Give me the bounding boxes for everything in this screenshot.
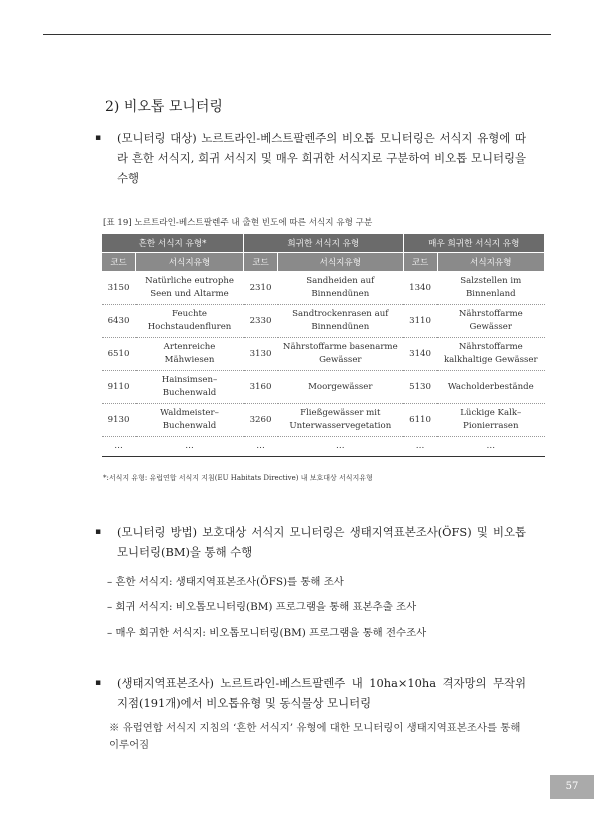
dash-item: – 희귀 서식지: 비오톱모니터링(BM) 프로그램을 통해 표본추출 조사 bbox=[107, 601, 417, 613]
table-cell: Fließgewässer mit Unterwasservegetation bbox=[278, 404, 404, 437]
paragraph-text: (생태지역표본조사) 노르트라인-베스트팔렌주 내 10ha×10ha 격자망의 무작위 지점(191개)에서 비오톱유형 및 동식물상 모니터링 bbox=[117, 676, 526, 710]
table-cell: 6110 bbox=[403, 404, 437, 437]
paragraph-monitoring-method bbox=[95, 522, 526, 562]
column-header-code: 코드 bbox=[102, 253, 136, 272]
table-row bbox=[102, 338, 545, 371]
table-footnote: *:서식지 유형: 유럽연합 서식지 지침(EU Habitats Directive) 내 보호대상 서식지유형 bbox=[103, 474, 373, 482]
column-header-type: 서식지유형 bbox=[136, 253, 244, 272]
bullet-icon: ▪ bbox=[95, 527, 102, 537]
table-cell: Sandtrockenrasen auf Binnendünen bbox=[278, 305, 404, 338]
group-header: 흔한 서식지 유형* bbox=[102, 234, 244, 253]
table-cell: Nährstoffarme Gewässer bbox=[437, 305, 544, 338]
table-row bbox=[102, 371, 545, 404]
table-row bbox=[102, 437, 545, 457]
group-header: 매우 희귀한 서식지 유형 bbox=[403, 234, 544, 253]
table-cell: … bbox=[244, 437, 278, 457]
table-cell: Nährstoffarme basenarme Gewässer bbox=[278, 338, 404, 371]
table-cell: 3130 bbox=[244, 338, 278, 371]
section-title: 2) 비오톱 모니터링 bbox=[105, 99, 223, 115]
table-cell: 9110 bbox=[102, 371, 136, 404]
dash-item: – 흔한 서식지: 생태지역표본조사(ÖFS)를 통해 조사 bbox=[107, 576, 344, 588]
table-cell: Natürliche eutrophe Seen und Altarme bbox=[136, 272, 244, 305]
paragraph-monitoring-target bbox=[95, 128, 526, 188]
page-number: 57 bbox=[550, 775, 594, 799]
table-cell: Sandheiden auf Binnendünen bbox=[278, 272, 404, 305]
bullet-icon: ▪ bbox=[95, 678, 102, 688]
table-row bbox=[102, 305, 545, 338]
table-cell: 3110 bbox=[403, 305, 437, 338]
header-rule bbox=[43, 34, 551, 35]
table-cell: Feuchte Hochstaudenfluren bbox=[136, 305, 244, 338]
column-header-type: 서식지유형 bbox=[278, 253, 404, 272]
paragraph-text: (모니터링 방법) 보호대상 서식지 모니터링은 생태지역표본조사(ÖFS) 및 비오톱모니터링(BM)을 통해 수행 bbox=[117, 525, 526, 559]
column-header-code: 코드 bbox=[244, 253, 278, 272]
table-cell: Salzstellen im Binnenland bbox=[437, 272, 544, 305]
table-cell: Moorgewässer bbox=[278, 371, 404, 404]
paragraph-text: (모니터링 대상) 노르트라인-베스트팔렌주의 비오톱 모니터링은 서식지 유형에 따라 흔한 서식지, 희귀 서식지 및 매우 희귀한 서식지로 구분하여 비오톱 모니터링을 수행 bbox=[117, 131, 526, 185]
table-row bbox=[102, 272, 545, 305]
note-text: ※ 유럽연합 서식지 지침의 ‘흔한 서식지’ 유형에 대한 모니터링이 생태지역표본조사를 통해 이루어짐 bbox=[109, 722, 521, 751]
table-cell: … bbox=[437, 437, 544, 457]
table-cell: Waldmeister–Buchenwald bbox=[136, 404, 244, 437]
dash-item: – 매우 희귀한 서식지: 비오톱모니터링(BM) 프로그램을 통해 전수조사 bbox=[107, 627, 427, 639]
column-header-code: 코드 bbox=[403, 253, 437, 272]
table-row bbox=[102, 404, 545, 437]
table-cell: … bbox=[102, 437, 136, 457]
table-cell: Lückige Kalk–Pionierrasen bbox=[437, 404, 544, 437]
table-cell: Artenreiche Mähwiesen bbox=[136, 338, 244, 371]
table-cell: Nährstoffarme kalkhaltige Gewässer bbox=[437, 338, 544, 371]
table-cell: 2310 bbox=[244, 272, 278, 305]
table-cell: … bbox=[403, 437, 437, 457]
table-cell: 3140 bbox=[403, 338, 437, 371]
table-cell: 3160 bbox=[244, 371, 278, 404]
table-cell: Wacholderbestände bbox=[437, 371, 544, 404]
table-cell: 3150 bbox=[102, 272, 136, 305]
table-cell: 2330 bbox=[244, 305, 278, 338]
bullet-icon: ▪ bbox=[95, 133, 102, 143]
table-caption: [표 19] 노르트라인-베스트팔렌주 내 출현 빈도에 따른 서식지 유형 구분 bbox=[103, 218, 373, 228]
table-cell: 6430 bbox=[102, 305, 136, 338]
habitat-table bbox=[101, 233, 545, 457]
table-cell: 9130 bbox=[102, 404, 136, 437]
table-cell: 5130 bbox=[403, 371, 437, 404]
table-cell: … bbox=[136, 437, 244, 457]
table-cell: 1340 bbox=[403, 272, 437, 305]
group-header: 희귀한 서식지 유형 bbox=[244, 234, 404, 253]
table-cell: 6510 bbox=[102, 338, 136, 371]
table-cell: … bbox=[278, 437, 404, 457]
column-header-type: 서식지유형 bbox=[437, 253, 544, 272]
paragraph-ecological-survey bbox=[95, 673, 526, 713]
table-cell: Hainsimsen–Buchenwald bbox=[136, 371, 244, 404]
table-cell: 3260 bbox=[244, 404, 278, 437]
